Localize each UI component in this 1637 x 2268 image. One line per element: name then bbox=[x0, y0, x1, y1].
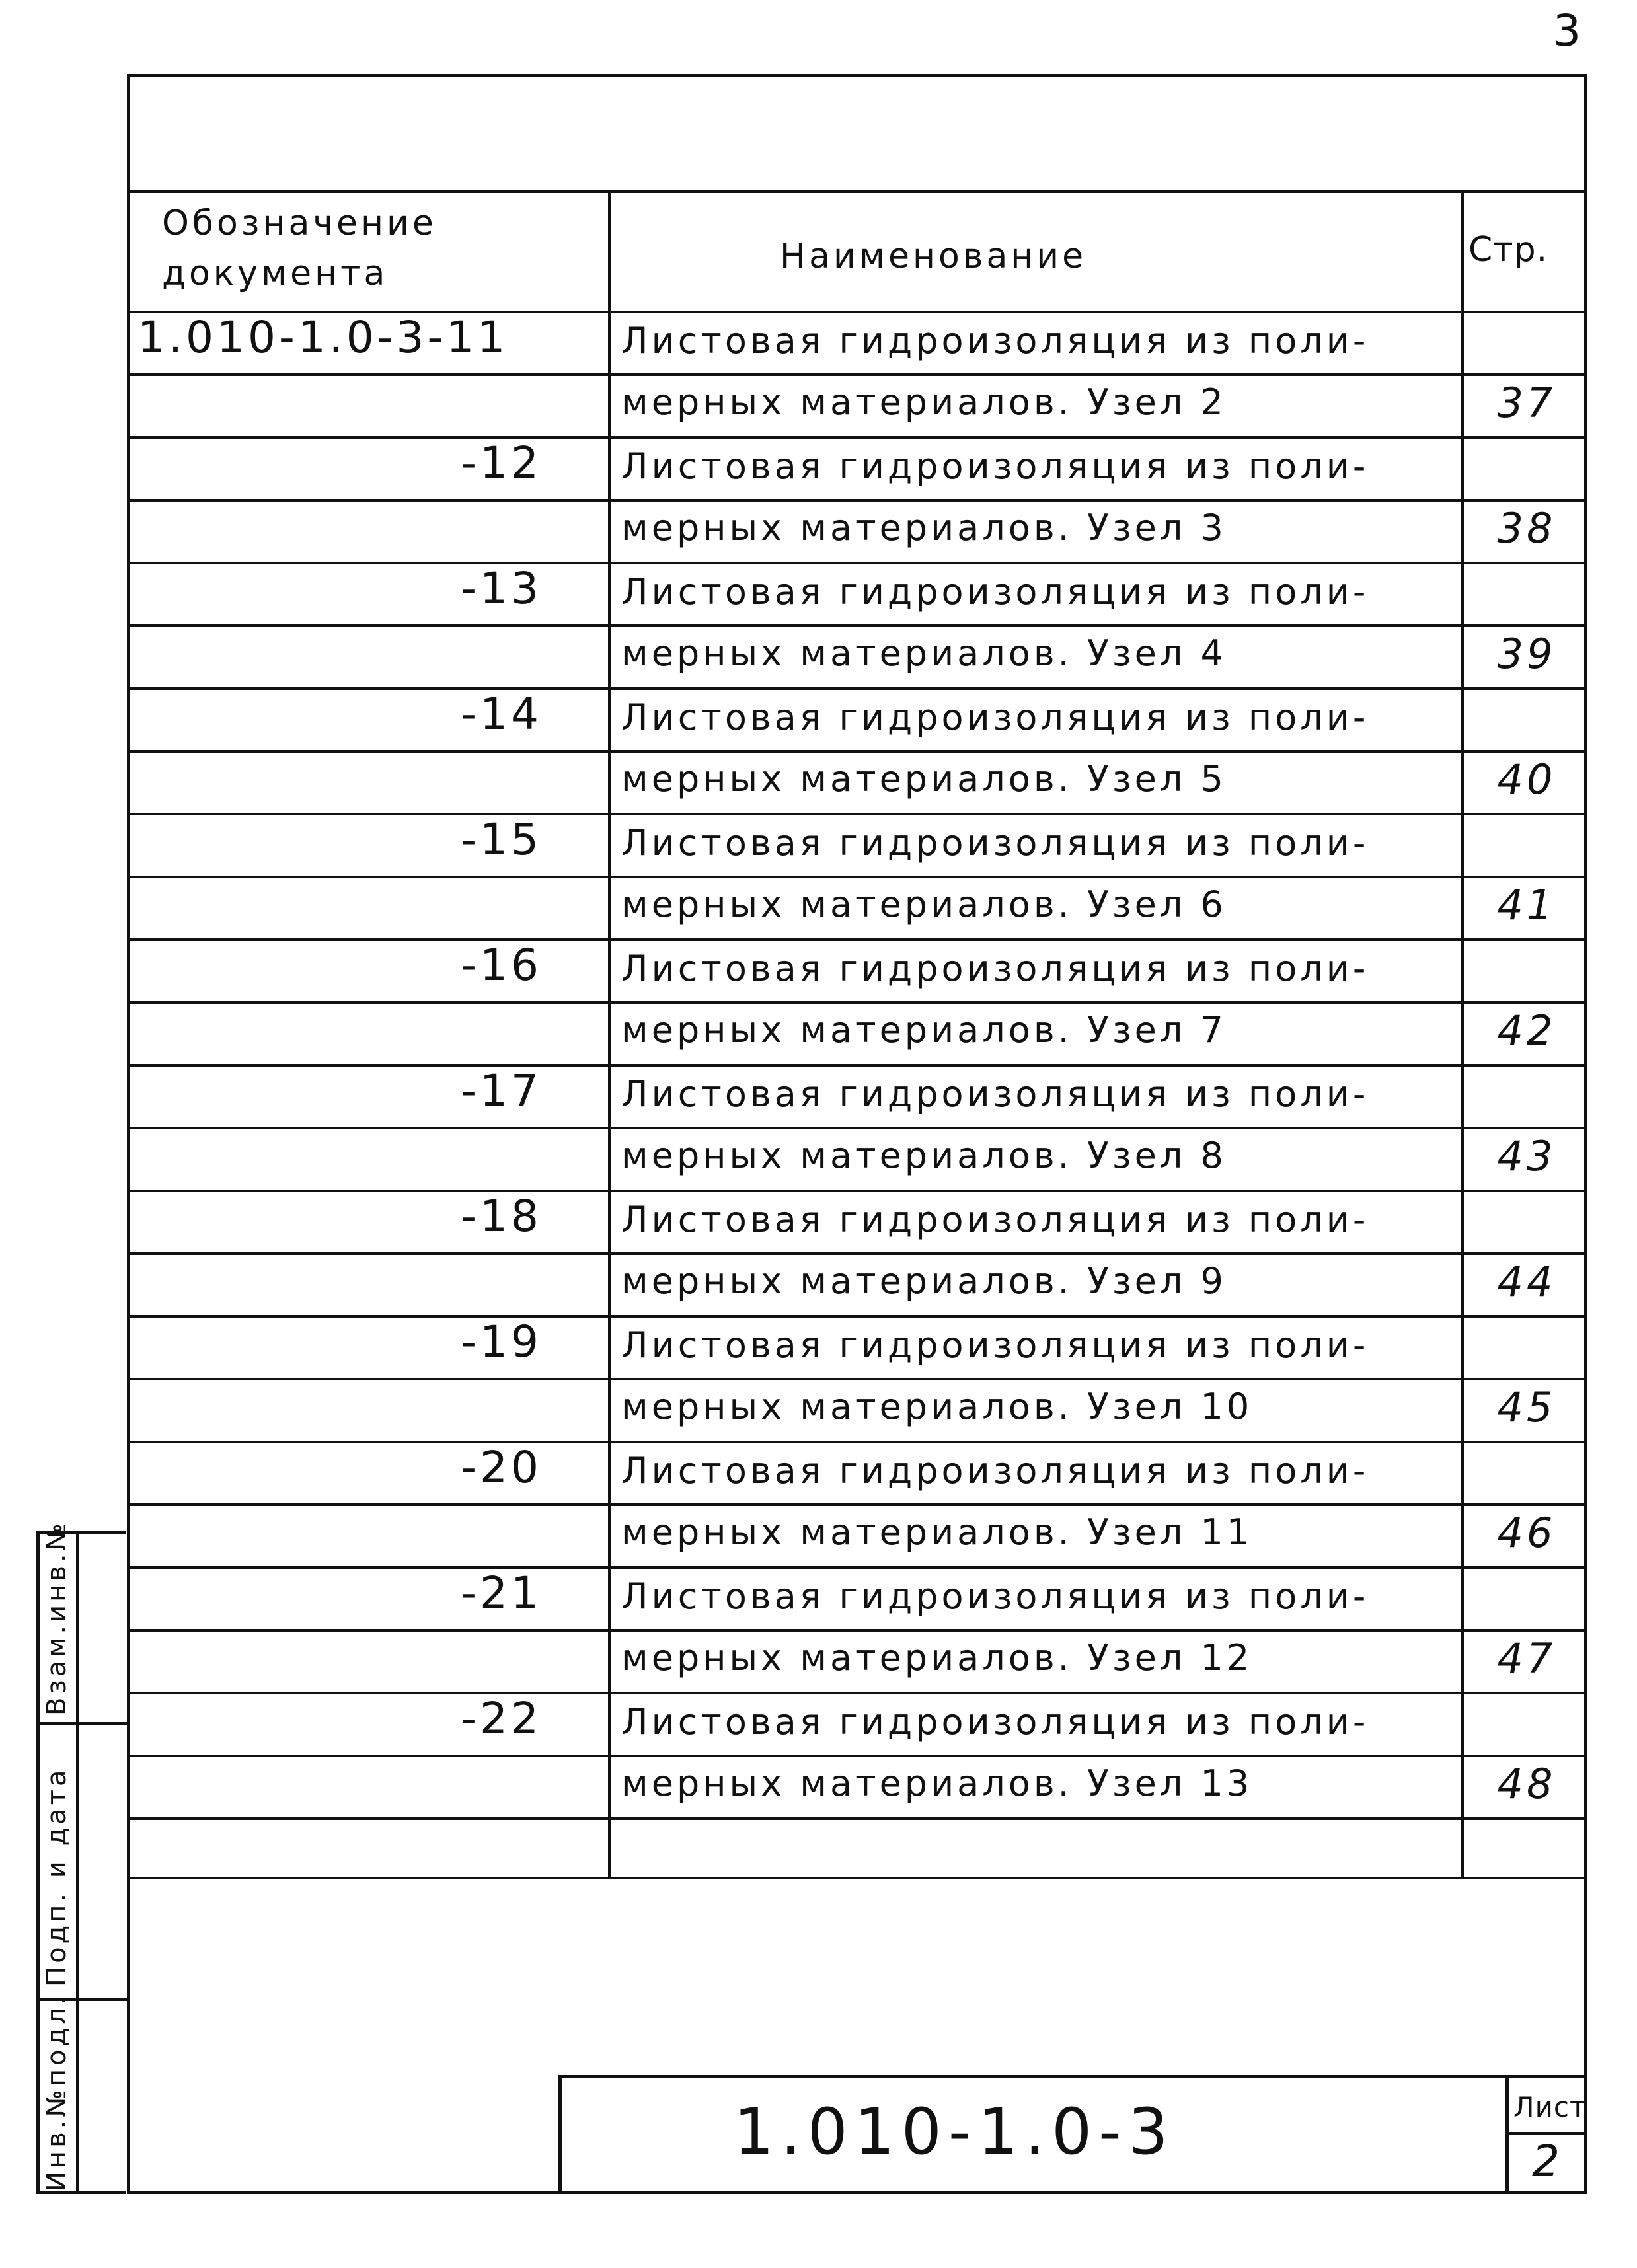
row-divider-line bbox=[127, 813, 1587, 815]
row-mid-line bbox=[127, 624, 1587, 627]
row-name-line2: мерных материалов. Узел 12 bbox=[621, 1637, 1253, 1679]
row-page: 38 bbox=[1497, 504, 1556, 552]
row-page: 37 bbox=[1497, 379, 1556, 427]
row-mid-line bbox=[127, 1378, 1587, 1380]
row-mid-line bbox=[127, 1252, 1587, 1255]
row-designation: -14 bbox=[461, 689, 542, 739]
row-mid-line bbox=[127, 373, 1587, 376]
side-stamp-orig-inv: Инв.№подл. bbox=[42, 1992, 72, 2191]
row-divider-line bbox=[127, 687, 1587, 690]
row-mid-line bbox=[127, 750, 1587, 753]
sheet-label: Лист bbox=[1513, 2091, 1587, 2123]
row-name-line2: мерных материалов. Узел 7 bbox=[621, 1009, 1227, 1051]
row-name-line1: Листовая гидроизоляция из поли- bbox=[621, 697, 1369, 738]
side-stamp bbox=[36, 1519, 127, 2194]
row-name-line1: Листовая гидроизоляция из поли- bbox=[621, 1324, 1369, 1366]
col-divider-1 bbox=[608, 190, 611, 1878]
sheet-number: 2 bbox=[1532, 2136, 1563, 2187]
row-designation: 1.010-1.0-3-11 bbox=[137, 312, 509, 363]
row-name-line1: Листовая гидроизоляция из поли- bbox=[621, 948, 1369, 989]
row-designation: -15 bbox=[461, 814, 542, 865]
row-name-line1: Листовая гидроизоляция из поли- bbox=[621, 1199, 1369, 1240]
side-stamp-sign-date: Подп. и дата bbox=[42, 1766, 72, 1986]
row-divider-line bbox=[127, 1817, 1587, 1820]
row-designation: -20 bbox=[461, 1442, 542, 1493]
row-divider-line bbox=[127, 1190, 1587, 1192]
header-designation-line1: Обозначение bbox=[162, 204, 437, 243]
row-divider-line bbox=[127, 1441, 1587, 1443]
header-name: Наименование bbox=[780, 237, 1087, 276]
header-designation-line2: документа bbox=[162, 254, 389, 293]
row-designation: -22 bbox=[461, 1693, 542, 1744]
row-page: 42 bbox=[1497, 1006, 1556, 1055]
header-top-line bbox=[127, 190, 1587, 193]
row-page: 44 bbox=[1497, 1258, 1556, 1306]
row-name-line1: Листовая гидроизоляция из поли- bbox=[621, 1073, 1369, 1115]
row-name-line2: мерных материалов. Узел 3 bbox=[621, 507, 1227, 548]
row-mid-line bbox=[127, 1127, 1587, 1129]
row-designation: -12 bbox=[461, 437, 542, 488]
row-mid-line bbox=[127, 1629, 1587, 1632]
row-name-line2: мерных материалов. Узел 13 bbox=[621, 1762, 1253, 1804]
header-designation bbox=[162, 198, 437, 299]
row-page: 48 bbox=[1497, 1760, 1556, 1808]
row-name-line2: мерных материалов. Узел 5 bbox=[621, 758, 1227, 800]
row-designation: -19 bbox=[461, 1316, 542, 1367]
row-divider-line bbox=[127, 436, 1587, 439]
row-page: 40 bbox=[1497, 755, 1556, 804]
row-name-line2: мерных материалов. Узел 9 bbox=[621, 1260, 1227, 1302]
row-divider-line bbox=[127, 1692, 1587, 1694]
row-designation: -16 bbox=[461, 940, 542, 991]
row-name-line2: мерных материалов. Узел 2 bbox=[621, 381, 1227, 423]
row-name-line1: Листовая гидроизоляция из поли- bbox=[621, 1450, 1369, 1492]
row-divider-line bbox=[127, 1064, 1587, 1067]
row-divider-line bbox=[127, 1315, 1587, 1318]
row-designation: -21 bbox=[461, 1568, 542, 1618]
row-name-line1: Листовая гидроизоляция из поли- bbox=[621, 1701, 1369, 1743]
row-mid-line bbox=[127, 1755, 1587, 1757]
row-designation: -13 bbox=[461, 563, 542, 614]
row-page: 47 bbox=[1497, 1634, 1556, 1682]
row-page: 41 bbox=[1497, 881, 1556, 929]
row-name-line2: мерных материалов. Узел 6 bbox=[621, 884, 1227, 925]
row-page: 45 bbox=[1497, 1383, 1556, 1431]
row-mid-line bbox=[127, 876, 1587, 878]
side-stamp-inv-no: Взам.инв.№ bbox=[42, 1519, 72, 1716]
row-designation: -18 bbox=[461, 1191, 542, 1242]
row-name-line1: Листовая гидроизоляция из поли- bbox=[621, 822, 1369, 864]
row-name-line2: мерных материалов. Узел 10 bbox=[621, 1386, 1253, 1427]
row-designation: -17 bbox=[461, 1065, 542, 1116]
row-page: 39 bbox=[1497, 630, 1556, 678]
row-name-line1: Листовая гидроизоляция из поли- bbox=[621, 445, 1369, 487]
page-number: 3 bbox=[1553, 5, 1584, 56]
row-name-line1: Листовая гидроизоляция из поли- bbox=[621, 320, 1369, 361]
row-page: 46 bbox=[1497, 1509, 1556, 1557]
row-name-line2: мерных материалов. Узел 11 bbox=[621, 1511, 1253, 1553]
doc-code-title: 1.010-1.0-3 bbox=[734, 2095, 1175, 2169]
row-name-line1: Листовая гидроизоляция из поли- bbox=[621, 571, 1369, 613]
row-page: 43 bbox=[1497, 1132, 1556, 1180]
row-divider-line bbox=[127, 1566, 1587, 1569]
row-divider-line bbox=[127, 562, 1587, 564]
row-name-line2: мерных материалов. Узел 4 bbox=[621, 632, 1227, 674]
row-name-line1: Листовая гидроизоляция из поли- bbox=[621, 1575, 1369, 1617]
sheet-cell-divider bbox=[1505, 2132, 1587, 2135]
row-mid-line bbox=[127, 1503, 1587, 1506]
row-mid-line bbox=[127, 1001, 1587, 1004]
header-page: Стр. bbox=[1468, 230, 1548, 270]
row-mid-line bbox=[127, 499, 1587, 502]
table-bottom-line bbox=[127, 1877, 1587, 1879]
title-block-divider bbox=[1505, 2075, 1509, 2194]
row-divider-line bbox=[127, 938, 1587, 941]
row-name-line2: мерных материалов. Узел 8 bbox=[621, 1135, 1227, 1176]
